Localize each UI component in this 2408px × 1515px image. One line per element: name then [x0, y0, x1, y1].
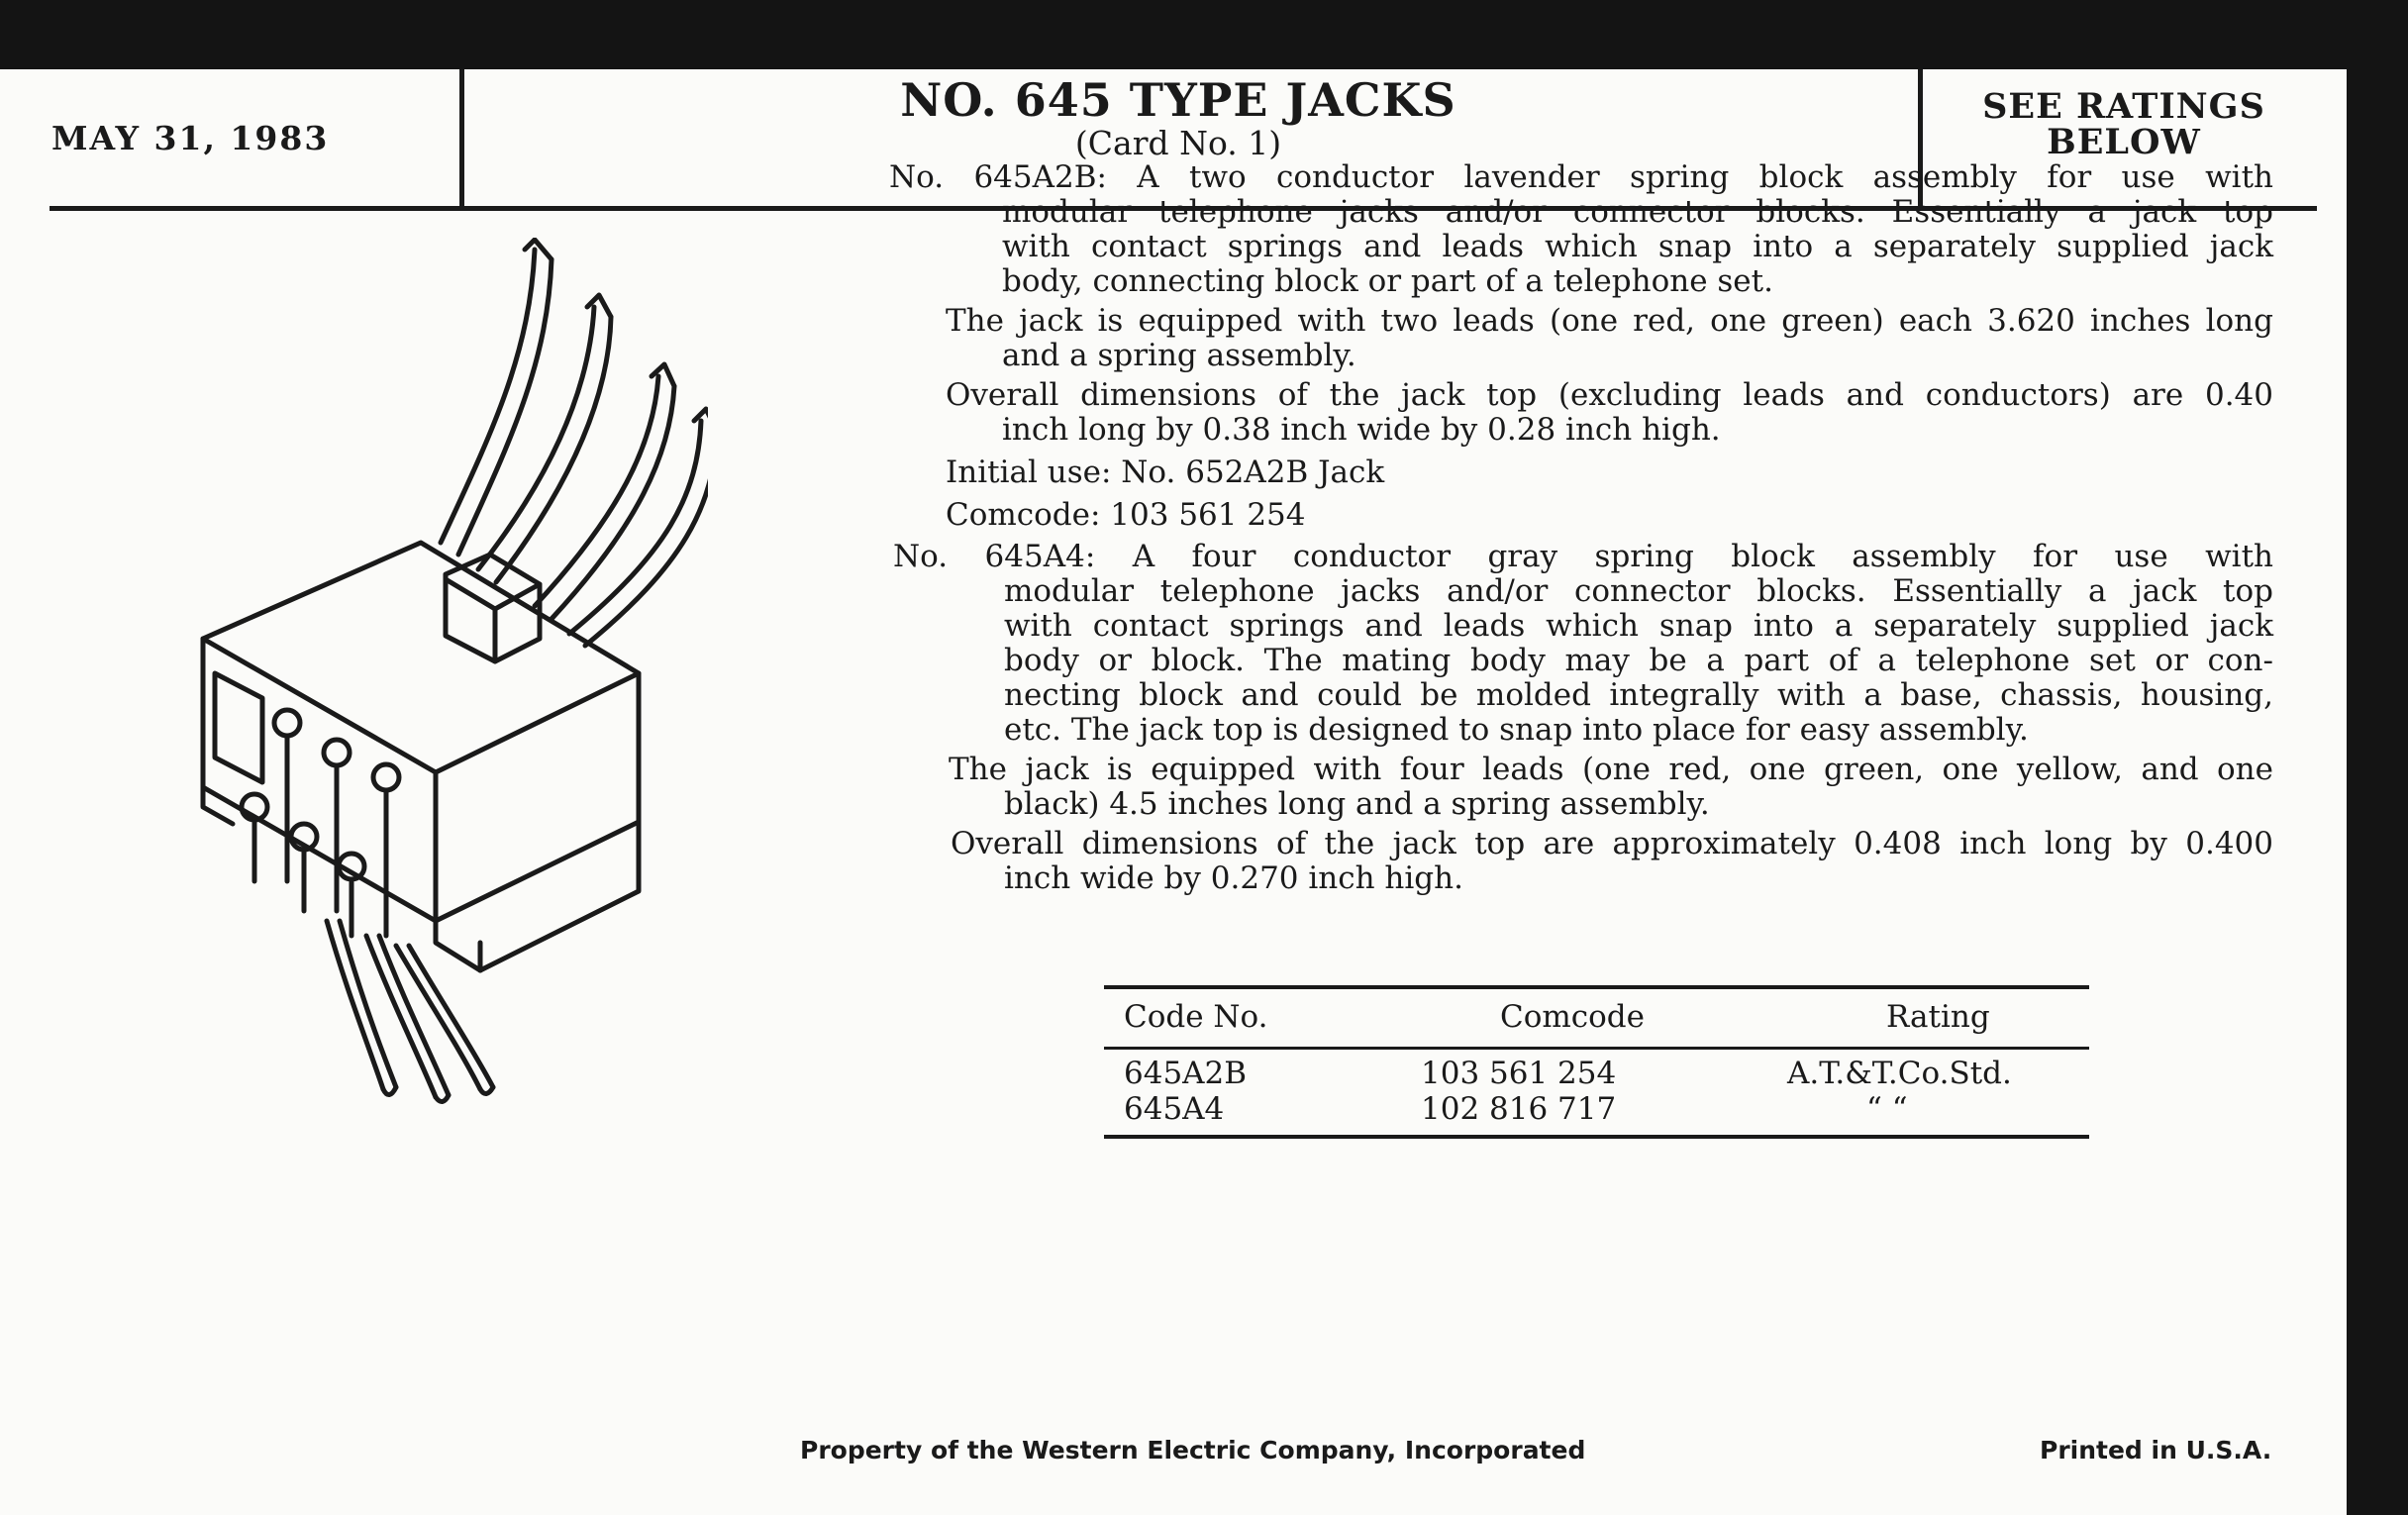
leads-645a4-end [1004, 787, 2347, 822]
desc-645a2b-line: body, connecting block or part of a telephone set. [1002, 263, 1773, 299]
dims-645a4-end [1004, 861, 2347, 896]
table-row [1104, 1056, 2089, 1091]
desc-645a2b-line: with contact springs and leads which snap into a separately supplied jack [1002, 229, 2273, 264]
dims-645a2b-end [1002, 413, 2347, 448]
contact-springs [215, 673, 399, 936]
footer-property: Property of the Western Electric Company, Incorporated [800, 1436, 1586, 1464]
col-header-code: Code No. [1124, 999, 1268, 1035]
cell-rating: A.T.&T.Co.Std. [1787, 1056, 2012, 1091]
header-divider-left [459, 69, 464, 208]
table-header-row [1104, 999, 2089, 1035]
cell-code: 645A2B [1124, 1056, 1248, 1091]
upper-conductors [441, 240, 708, 646]
desc-645a2b-cont [1002, 195, 2273, 264]
lower-leads [327, 921, 493, 1102]
col-header-rating: Rating [1886, 999, 1990, 1035]
leads-645a2b-line: The jack is equipped with two leads (one red, one green) each 3.620 inches long [946, 303, 2273, 339]
desc-645a4 [893, 540, 2273, 574]
table-header-rule [1104, 1047, 2089, 1050]
cell-rating: “ “ [1866, 1091, 1908, 1127]
desc-645a2b [889, 160, 2273, 195]
card-subtitle: (Card No. 1) [1074, 123, 1282, 162]
table-bottom-rule [1104, 1135, 2089, 1139]
ratings-note-line2: BELOW [2047, 122, 2201, 162]
leads-645a4-line: black) 4.5 inches long and a spring assembly. [1004, 786, 1710, 822]
table-top-rule [1104, 985, 2089, 989]
desc-645a4-line: etc. The jack top is designed to snap into place for easy assembly. [1004, 712, 2029, 748]
ratings-note [1926, 86, 2322, 162]
desc-645a4-line: with contact springs and leads which snap into a separately supplied jack [1004, 608, 2273, 644]
dims-645a4-line: inch wide by 0.270 inch high. [1004, 860, 1463, 896]
desc-645a4-end [1004, 713, 2347, 748]
desc-645a4-line: body or block. The mating body may be a part of a telephone set or con- [1004, 643, 2273, 678]
desc-645a4-line: modular telephone jacks and/or connector blocks. Essentially a jack top [1004, 573, 2273, 609]
leads-645a2b-line: and a spring assembly. [1002, 338, 1356, 373]
ratings-table [1104, 985, 2089, 1139]
comcode-645a2b: Comcode: 103 561 254 [946, 497, 1306, 533]
cell-comcode: 102 816 717 [1421, 1091, 1617, 1127]
desc-645a4-line: No. 645A4: A four conductor gray spring block assembly for use with [893, 539, 2273, 574]
col-header-comcode: Comcode [1500, 999, 1645, 1035]
card-title-block [465, 75, 1891, 161]
cell-code: 645A4 [1124, 1091, 1225, 1127]
spec-card [0, 69, 2347, 1515]
jack-body [203, 543, 639, 970]
dims-645a2b [946, 378, 2273, 413]
leads-645a4 [949, 753, 2273, 787]
leads-645a2b-end [1002, 339, 2347, 373]
leads-645a4-line: The jack is equipped with four leads (one red, one green, one yellow, and one [949, 752, 2273, 787]
dims-645a4-line: Overall dimensions of the jack top are approximately 0.408 inch long by 0.400 [951, 826, 2273, 861]
dims-645a2b-line: inch long by 0.38 inch wide by 0.28 inch high. [1002, 412, 1721, 448]
dims-645a4 [951, 827, 2273, 861]
desc-645a2b-line: modular telephone jacks and/or connector blocks. Essentially a jack top [1002, 194, 2273, 230]
cell-comcode: 103 561 254 [1421, 1056, 1617, 1091]
desc-645a2b-line: No. 645A2B: A two conductor lavender spring block assembly for use with [889, 159, 2273, 195]
desc-645a4-cont [1004, 574, 2273, 713]
dims-645a2b-line: Overall dimensions of the jack top (excluding leads and conductors) are 0.40 [946, 377, 2273, 413]
ratings-note-line1: SEE RATINGS [1982, 86, 2265, 127]
card-title: NO. 645 TYPE JACKS [900, 73, 1456, 127]
initial-use-645a2b: Initial use: No. 652A2B Jack [946, 454, 1385, 490]
desc-645a4-line: necting block and could be molded integrally with a base, chassis, housing, [1004, 677, 2273, 713]
table-row [1104, 1091, 2089, 1127]
card-date: MAY 31, 1983 [51, 119, 330, 157]
desc-645a2b-end [1002, 264, 2347, 299]
jack-illustration [193, 238, 708, 1109]
leads-645a2b [946, 304, 2273, 339]
footer-printed: Printed in U.S.A. [2040, 1436, 2272, 1464]
